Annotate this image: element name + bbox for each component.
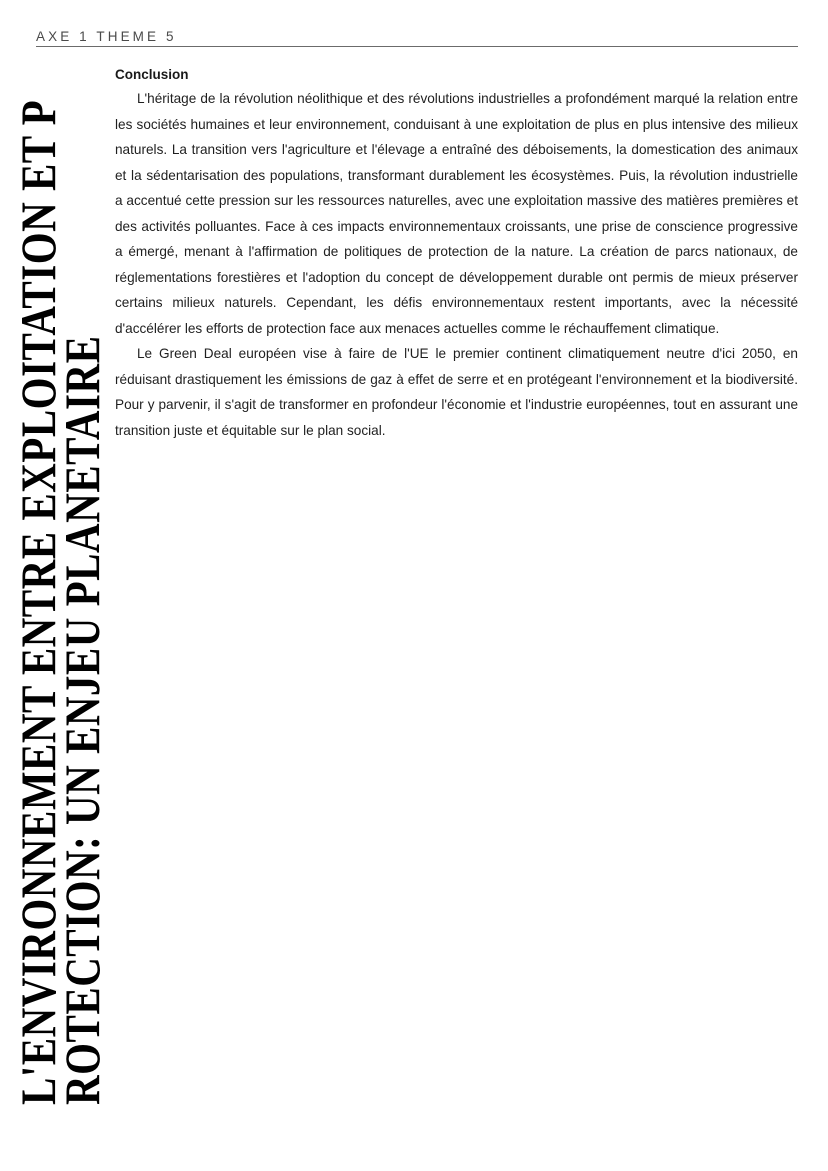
vertical-title-line-2: ROTECTION: UN ENJEU PLANETAIRE — [53, 335, 111, 1105]
document-body — [115, 66, 798, 443]
page-header — [36, 28, 798, 52]
vertical-title-line-1: L'ENVIRONNEMENT ENTRE EXPLOITATION ET P — [9, 99, 66, 1105]
body-paragraph: Le Green Deal européen vise à faire de l'UE le premier continent climatiquement neutre d'ici 2050, en réduisant drastiquement les émissions de gaz à effet de serre et en protégeant l'environnement et la biodiversité. Pour y parvenir, il s'agit de transformer en profondeur l'économie et l'industrie européennes, tout en assurant une transition juste et équitable sur le plan social. — [115, 346, 798, 438]
section-heading-conclusion: Conclusion — [115, 67, 189, 82]
header-divider-rule — [36, 46, 798, 47]
running-header-label: AXE 1 THEME 5 — [36, 29, 177, 44]
vertical-chapter-title — [0, 0, 120, 1110]
body-paragraph: L'héritage de la révolution néolithique et des révolutions industrielles a profondément marqué la relation entre les sociétés humaines et leur environnement, conduisant à une exploitation de plus en plus intensive des milieux naturels. La transition vers l'agriculture et l'élevage a entraîné des déboisements, la domestication des animaux et la sédentarisation des populations, transformant durablement les écosystèmes. Puis, la révolution industrielle a accentué cette pression sur les ressources naturelles, avec une exploitation massive des matières premières et des activités polluantes. Face à ces impacts environnementaux croissants, une prise de conscience progressive a émergé, menant à l'affirmation de politiques de protection de la nature. La création de parcs nationaux, de réglementations forestières et l'adoption du concept de développement durable ont permis de mieux préserver certains milieux naturels. Cependant, les défis environnementaux restent importants, avec la nécessité d'accélérer les efforts de protection face aux menaces actuelles comme le réchauffement climatique. — [115, 91, 798, 336]
